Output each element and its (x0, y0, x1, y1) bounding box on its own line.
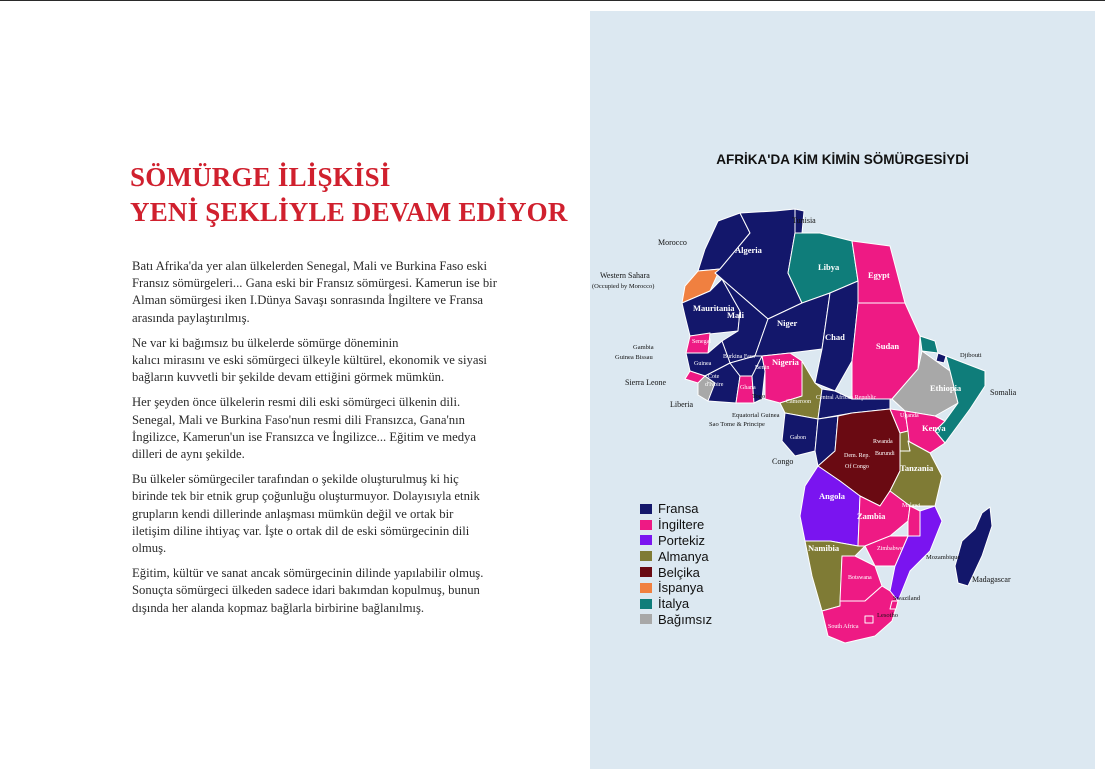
label-egypt: Egypt (868, 270, 890, 280)
label-senegal: Senegal (692, 339, 711, 345)
label-guinea: Guinea (694, 361, 712, 367)
label-cameroon: Cameroon (786, 399, 811, 405)
label-mozambique: Mozambique (926, 554, 961, 561)
label-morocco: Morocco (658, 238, 687, 247)
legend-swatch (640, 520, 652, 530)
label-algeria: Algeria (735, 245, 762, 255)
label-liberia: Liberia (670, 400, 694, 409)
legend-swatch (640, 583, 652, 593)
legend-label: Belçika (658, 564, 700, 580)
legend-item (640, 596, 712, 612)
headline-line-1: SÖMÜRGE İLİŞKİSİ (130, 162, 391, 192)
label-gabon: Gabon (790, 435, 806, 441)
legend-item (640, 564, 712, 580)
label-angola: Angola (819, 491, 845, 501)
label-congo: Congo (772, 457, 794, 466)
region-lesotho (865, 616, 873, 623)
headline (130, 160, 568, 230)
legend-label: Fransa (658, 501, 699, 517)
paragraph-3: Her şeyden önce ülkelerin resmi dili eski sömürgeci ülkenin dili. Senegal, Mali ve Burkina Faso'nun resmi dili Fransızca, Gana'nın İngilizce, Kamerun'un ise Fransızca ve İngilizce... Eğitim ve medya dilleri de aynı şekilde. (132, 395, 477, 462)
legend-swatch (640, 599, 652, 609)
label-uganda: Uganda (900, 413, 919, 419)
label-malawi: Malawi (902, 503, 921, 509)
legend-swatch (640, 614, 652, 624)
map-panel (590, 11, 1095, 769)
legend-swatch (640, 567, 652, 577)
label-benin: Benin (755, 365, 770, 371)
label-zimbabwe: Zimbabwe (877, 546, 903, 552)
legend-label: İngiltere (658, 517, 705, 533)
label-drc-2: Of Congo (845, 464, 869, 470)
legend-swatch (640, 535, 652, 545)
label-mauritania: Mauritania (693, 303, 735, 313)
paragraph-1: Batı Afrika'da yer alan ülkelerden Senegal, Mali ve Burkina Faso eski Fransız sömürgeleri... Gana eski bir Fransız sömürgesi. Kamerun ise bir Alman sömürgesi iken I.Dünya Savaşı sonrasında İngiltere ve Fransa arasında paylaştırılmış. (132, 259, 497, 325)
top-rule (0, 0, 1105, 1)
legend-label: Bağımsız (658, 611, 713, 627)
legend-label: Portekiz (658, 532, 705, 548)
label-djibouti: Djibouti (960, 352, 982, 359)
label-sudan: Sudan (876, 341, 900, 351)
label-cote-divoire-2: d'Ivoire (705, 382, 724, 388)
label-libya: Libya (818, 262, 840, 272)
africa-map (590, 11, 1095, 769)
label-rwanda: Rwanda (873, 439, 893, 445)
label-ghana: Ghana (740, 385, 756, 391)
label-nigeria: Nigeria (772, 357, 799, 367)
legend-swatch (640, 551, 652, 561)
label-drc-1: Dem. Rep. (844, 453, 870, 459)
label-togo: Togo (752, 393, 766, 400)
legend-label: İspanya (658, 580, 704, 596)
label-gambia: Gambia (633, 344, 654, 351)
label-botswana: Botswana (848, 575, 872, 581)
label-guinea-bissau: Guinea Bissau (615, 354, 653, 361)
legend-label: İtalya (658, 596, 690, 612)
label-somalia: Somalia (990, 388, 1017, 397)
label-car: Central African Republic (816, 395, 877, 401)
label-burundi: Burundi (875, 451, 895, 457)
paragraph-2: Ne var ki bağımsız bu ülkelerde sömürge döneminin kalıcı mirasını ve eski sömürgeci ülkeyle kültürel, ekonomik ve siyasi bağların kuvvetli bir şekilde devam ettiğini görmek mümkün. (132, 335, 487, 385)
legend-item (640, 517, 712, 533)
headline-line-2: YENİ ŞEKLİYLE DEVAM EDİYOR (130, 197, 568, 227)
article-body (132, 258, 562, 625)
paragraph-5: Eğitim, kültür ve sanat ancak sömürgecinin dilinde yapılabilir olmuş. Sonuçta sömürgeci ülkeden sadece idari bakımdan kopulmuş, bunun dışında her alanda kopmaz bağlarla birbirine bağlanılmış. (132, 566, 484, 615)
label-lesotho: Lesotho (877, 612, 898, 619)
legend-swatch (640, 504, 652, 514)
label-mali: Mali (727, 310, 744, 320)
label-cote-divoire-1: Cote (708, 374, 720, 380)
label-namibia: Namibia (808, 543, 840, 553)
label-kenya: Kenya (922, 423, 946, 433)
paragraph-4: Bu ülkeler sömürgeciler tarafından o şekilde oluşturulmuş ki hiç birinde tek bir etnik grup çoğunluğu oluşturmuyor. Dolayısıyla etnik grupların kendi dillerinde anlaşması mümkün değil ve ortak bir iletişim diline ihtiyaç var. İşte o ortak dil de eski sömürgecinin dili olmuş. (132, 472, 480, 556)
map-title: AFRİKA'DA KİM KİMİN SÖMÜRGESİYDİ (716, 152, 969, 167)
map-legend (640, 501, 712, 627)
label-swaziland: Swaziland (893, 595, 921, 602)
label-ethiopia: Ethiopia (930, 383, 962, 393)
label-western-sahara-1: Western Sahara (600, 271, 650, 280)
label-tunisia: Tunisia (792, 216, 816, 225)
label-tanzania: Tanzania (900, 463, 934, 473)
region-malawi (908, 506, 920, 536)
legend-item (640, 580, 712, 596)
legend-item (640, 501, 712, 517)
region-eritrea (920, 336, 938, 353)
label-chad: Chad (825, 332, 845, 342)
label-madagascar: Madagascar (972, 575, 1011, 584)
label-zambia: Zambia (857, 511, 886, 521)
legend-item (640, 612, 712, 628)
legend-item (640, 548, 712, 564)
label-eq-guinea: Equatorial Guinea (732, 412, 780, 419)
label-sao-tome: Sao Tome & Principe (709, 421, 765, 428)
region-swaziland (890, 601, 898, 609)
legend-label: Almanya (658, 548, 709, 564)
label-niger: Niger (777, 318, 798, 328)
legend-item (640, 533, 712, 549)
label-burkina-faso: Burkina Faso (723, 354, 756, 360)
label-sierra-leone: Sierra Leone (625, 378, 667, 387)
label-south-africa: South Africa (828, 624, 859, 630)
label-western-sahara-2: (Occupied by Morocco) (592, 283, 655, 290)
